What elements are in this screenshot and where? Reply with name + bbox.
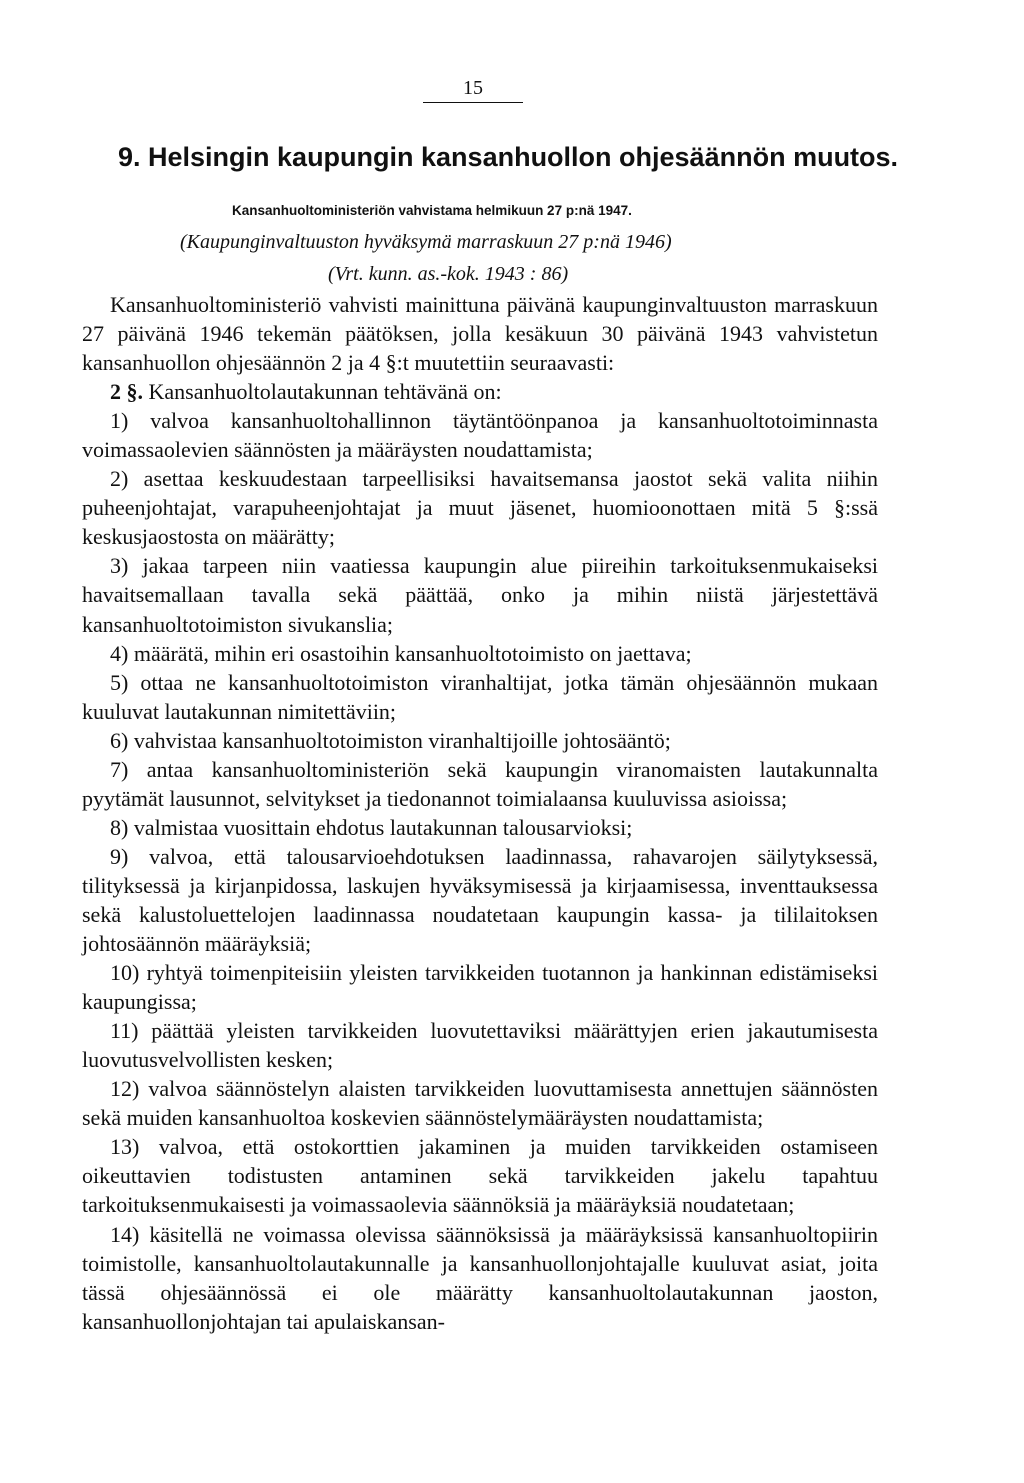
list-item: 6) vahvistaa kansanhuoltotoimiston viranhaltijoille johtosääntö; — [110, 727, 671, 753]
list-item: 2) asettaa keskuudestaan tarpeellisiksi havaitsemansa jaostot sekä valita niihin puheenjohtajat, varapuheenjohtajat ja muut jäsenet, huomioonottaen mitä 5 §:ssä keskusjaostosta on määrätty; — [82, 466, 878, 550]
list-item: 5) ottaa ne kansanhuoltotoimiston viranhaltijat, jotka tämän ohjesäännön mukaan kuuluvat lautakunnan nimitettäviin; — [82, 669, 878, 724]
source-line-2: (Vrt. kunn. as.-kok. 1943 : 86) — [328, 263, 569, 285]
list-item: 11) päättää yleisten tarvikkeiden luovutettaviksi määrättyjen erien jakautumisesta luovutusvelvollisten kesken; — [82, 1018, 878, 1073]
list-item: 1) valvoa kansanhuoltohallinnon täytäntöönpanoa ja kansanhuoltotoiminnasta voimassaolevien säännösten ja määräysten noudattamista; — [82, 408, 878, 463]
list-item: 8) valmistaa vuosittain ehdotus lautakunnan talousarvioksi; — [110, 814, 633, 840]
confirmation-note: Kansanhuoltoministeriön vahvistama helmikuun 27 p:nä 1947. — [232, 203, 632, 218]
section-mark: 2 §. — [110, 379, 143, 405]
section-heading: 9. Helsingin kaupungin kansanhuollon ohjesäännön muutos. — [118, 142, 899, 172]
page-number: 15 — [463, 77, 483, 99]
section-paragraph — [82, 377, 878, 406]
list-item: 10) ryhtyä toimenpiteisiin yleisten tarvikkeiden tuotannon ja hankinnan edistämiseksi kaupungissa; — [82, 960, 878, 1015]
section-text: Kansanhuoltolautakunnan tehtävänä on: — [148, 379, 502, 405]
list-item: 13) valvoa, että ostokorttien jakaminen ja muiden tarvikkeiden ostamiseen oikeuttavien todistusten antaminen sekä tarvikkeiden jakelu tapahtuu tarkoituksenmukaisesti ja voimassaolevia säännöksiä ja määräyksiä noudatetaan; — [82, 1134, 878, 1218]
list-item: 4) määrätä, mihin eri osastoihin kansanhuoltotoimisto on jaettava; — [110, 640, 692, 666]
list-item: 12) valvoa säännöstelyn alaisten tarvikkeiden luovuttamisesta annettujen säännösten sekä muiden kansanhuoltoa koskevien säännöstelymääräysten noudattamista; — [82, 1076, 878, 1131]
list-item: 14) käsitellä ne voimassa olevissa säännöksissä ja määräyksissä kansanhuoltopiirin toimistolle, kansanhuoltolautakunnalle ja kansanhuollonjohtajalle kuuluvat asiat, joita tässä ohjesäännössä ei ole määrätty kansanhuoltolautakunnan jaoston, kansanhuollonjohtajan tai apulaiskansan- — [82, 1221, 878, 1334]
source-note — [180, 226, 900, 290]
source-line-1: (Kaupunginvaltuuston hyväksymä marraskuun 27 p:nä 1946) — [180, 231, 672, 253]
list-item: 9) valvoa, että talousarvioehdotuksen laadinnassa, rahavarojen säilytyksessä, tilityksessä ja kirjanpidossa, laskujen hyväksymisessä ja kirjaamisessa, inventtauksessa sekä kalustoluettelojen laadinnassa noudatetaan kaupungin kassa- ja tililaitoksen johtosäännön määräyksiä; — [82, 843, 878, 957]
body-text — [82, 290, 878, 1336]
intro-paragraph: Kansanhuoltoministeriö vahvisti mainittuna päivänä kaupunginvaltuuston marraskuun 27 päivänä 1946 tekemän päätöksen, jolla kesäkuun 30 päivänä 1943 vahvistetun kansanhuollon ohjesäännön 2 ja 4 §:t muutettiin seuraavasti: — [82, 292, 878, 376]
list-item: 3) jakaa tarpeen niin vaatiessa kaupungin alue piireihin tarkoituksenmukaiseksi havaitsemallaan tavalla sekä päättää, onko ja mihin niistä järjestettävä kansanhuoltotoimiston sivukanslia; — [82, 553, 878, 637]
list-item: 7) antaa kansanhuoltoministeriön sekä kaupungin viranomaisten lautakunnalta pyytämät lausunnot, selvitykset ja tiedonannot toimialaansa kuuluvissa asioissa; — [82, 756, 878, 811]
page-number-rule — [423, 102, 523, 103]
